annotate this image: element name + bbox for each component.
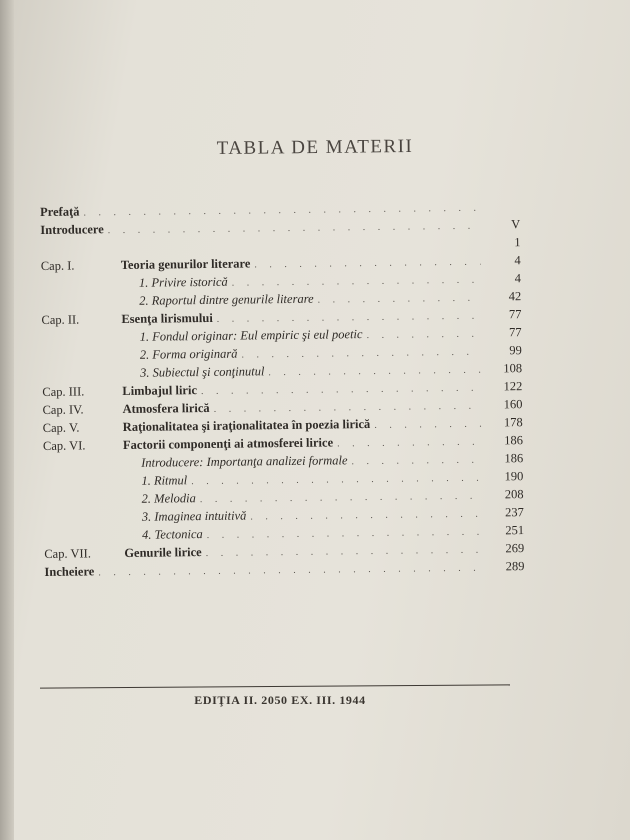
toc-chapter-label: Cap. I. xyxy=(40,258,75,273)
toc-page-number: 4 xyxy=(514,253,521,268)
toc-page-number: 99 xyxy=(509,343,522,358)
toc-entry-title: Limbajul liric xyxy=(122,383,198,399)
divider-rule xyxy=(40,684,510,688)
toc-page-number: 160 xyxy=(503,397,523,412)
toc-entry-title: Atmosfera lirică xyxy=(122,400,210,417)
toc-chapter-label: Cap. V. xyxy=(42,420,80,435)
toc-page-number: 77 xyxy=(508,307,522,322)
toc-entry-title: 2. Melodia xyxy=(141,491,196,506)
toc-chapter-label: Cap. VI. xyxy=(42,438,86,453)
toc-entry-title: 1. Fondul originar: Eul empiric şi eul poetic xyxy=(139,327,363,344)
toc-page-number: 178 xyxy=(503,415,523,430)
toc-entry-title: 2. Forma originară xyxy=(139,346,238,362)
page-title: TABLA DE MATERII xyxy=(216,135,414,160)
toc-page-number: 77 xyxy=(509,325,522,340)
toc-leader-dots xyxy=(98,560,484,583)
toc-entry-title: 4. Tectonica xyxy=(141,527,203,542)
toc-chapter-label: Cap. IV. xyxy=(42,402,84,417)
toc-page-number: 42 xyxy=(508,289,522,304)
toc-entry-title: Teoria genurilor literare xyxy=(120,256,251,273)
toc-entry xyxy=(44,558,484,583)
toc-entry-title: 1. Privire istorică xyxy=(138,274,228,290)
toc-entry-title: 3. Subiectul şi conţinutul xyxy=(139,364,265,380)
toc-page-number: 4 xyxy=(514,271,522,286)
toc-page-number: 289 xyxy=(505,559,525,574)
toc-page-number: 1 xyxy=(514,235,521,250)
table-of-contents xyxy=(40,197,525,581)
toc-page-number: 190 xyxy=(504,469,524,484)
toc-entry-title: 2. Raportul dintre genurile literare xyxy=(139,291,314,308)
toc-page-number: 208 xyxy=(504,487,524,502)
toc-entry-title: Esenţa lirismului xyxy=(121,310,213,327)
toc-page-number: 186 xyxy=(504,451,524,466)
toc-entry-title: Introducere: Importanţa analizei formale xyxy=(141,453,348,470)
toc-chapter-label: Cap. II. xyxy=(41,312,80,327)
toc-page-number: 122 xyxy=(503,379,523,394)
toc-page-number: V xyxy=(511,217,521,232)
toc-chapter-label: Cap. III. xyxy=(42,384,85,399)
toc-entry-title: 1. Ritmul xyxy=(141,473,188,488)
toc-entry-title: Raţionalitatea şi iraţionalitatea în poezia lirică xyxy=(122,416,371,435)
toc-entry-title: Factorii componenţi ai atmosferei lirice xyxy=(122,435,334,453)
toc-page-number: 186 xyxy=(504,433,524,448)
book-spine xyxy=(0,0,14,840)
toc-page-number: 237 xyxy=(504,505,524,520)
toc-page-number: 251 xyxy=(505,523,525,538)
toc-page-number: 269 xyxy=(505,541,525,556)
toc-page-number: 108 xyxy=(503,361,523,376)
toc-entry-title: Prefaţă xyxy=(40,204,80,219)
edition-line: EDIŢIA II. 2050 EX. III. 1944 xyxy=(194,693,366,707)
toc-chapter-label: Cap. VII. xyxy=(44,546,92,561)
toc-entry-title: Introducere xyxy=(40,222,104,237)
toc-entry-title: 3. Imaginea intuitivă xyxy=(141,508,247,524)
toc-entry-title: Genurile lirice xyxy=(124,545,202,560)
toc-entry-title: Incheiere xyxy=(44,564,95,579)
